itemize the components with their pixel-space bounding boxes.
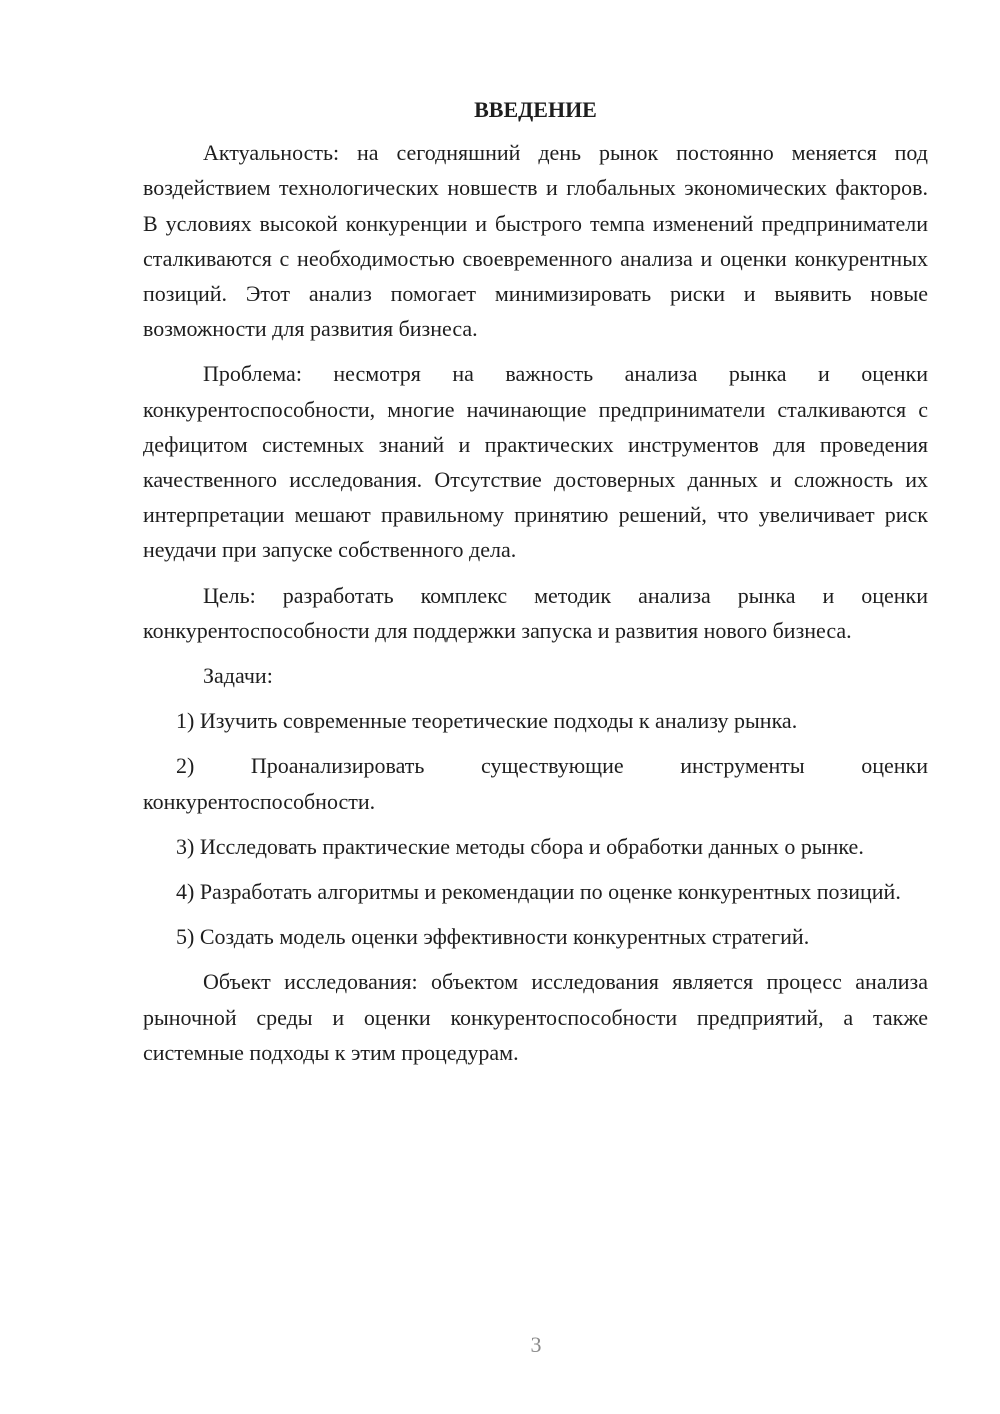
page-number: 3: [530, 1332, 542, 1357]
task-item-4: 4) Разработать алгоритмы и рекомендации по оценке конкурентных позиций.: [176, 879, 901, 905]
paragraph-object: Объект исследования: объектом исследования является процесс анализа рыночной среды и оценки конкурентоспособности предприятий, а также системные подходы к этим процедурам.: [143, 969, 928, 1065]
section-title: ВВЕДЕНИЕ: [474, 97, 597, 122]
paragraph-relevance: Актуальность: на сегодняшний день рынок постоянно меняется под воздействием технологических новшеств и глобальных экономических факторов. В условиях высокой конкуренции и быстрого темпа изменений предприниматели сталкиваются с необходимостью своевременного анализа и оценки конкурентных позиций. Этот анализ помогает минимизировать риски и выявить новые возможности для развития бизнеса.: [143, 140, 928, 342]
task-item-2: 2) Проанализировать существующие инструменты оценки конкурентоспособности.: [143, 753, 928, 814]
paragraph-goal: Цель: разработать комплекс методик анализа рынка и оценки конкурентоспособности для поддержки запуска и развития нового бизнеса.: [143, 582, 928, 643]
tasks-heading: Задачи:: [203, 663, 273, 689]
paragraph-problem: Проблема: несмотря на важность анализа рынка и оценки конкурентоспособности, многие начинающие предприниматели сталкиваются с дефицитом системных знаний и практических инструментов для проведения качественного исследования. Отсутствие достоверных данных и сложность их интерпретации мешают правильному принятию решений, что увеличивает риск неудачи при запуске собственного дела.: [143, 361, 928, 563]
task-item-3: 3) Исследовать практические методы сбора и обработки данных о рынке.: [176, 833, 864, 859]
task-item-1: 1) Изучить современные теоретические подходы к анализу рынка.: [176, 708, 798, 734]
task-item-5: 5) Создать модель оценки эффективности конкурентных стратегий.: [176, 924, 810, 950]
page-body: [143, 92, 928, 1080]
